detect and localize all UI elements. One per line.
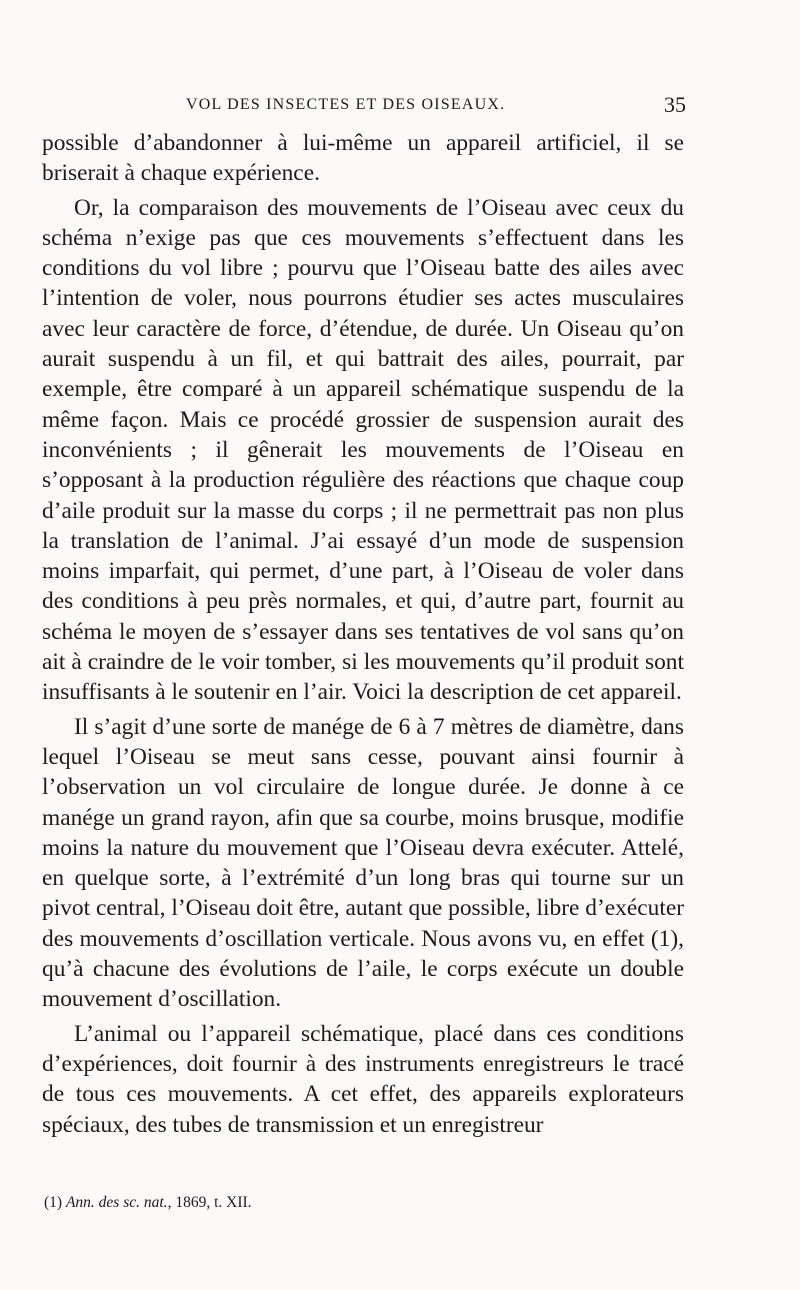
paragraph: L’animal ou l’appareil schématique, placé dans ces conditions d’expériences, doit fournir à des instruments enregistreurs le tracé de tous ces mouvements. A cet effet, des appareils explorateurs spéciaux, des tubes de transmission et un enregistreur (42, 1020, 684, 1138)
footnote-details: , 1869, t. XII. (167, 1194, 252, 1211)
paragraph: Il s’agit d’une sorte de manége de 6 à 7 mètres de diamètre, dans lequel l’Oiseau se meut sans cesse, pouvant ainsi fournir à l’observation un vol circulaire de longue durée. Je donne à ce manége un grand rayon, afin que sa courbe, moins brusque, modifie moins la nature du mouvement que l’Oiseau devra exécuter. Attelé, en quelque sorte, à l’extrémité d’un long bras qui tourne sur un pivot central, l’Oiseau doit être, autant que possible, libre d’exécuter des mouvements d’oscillation verticale. Nous avons vu, en effet (1), qu’à chacune des évolutions de l’aile, le corps exécute un double mouvement d’oscillation. (42, 713, 684, 1013)
running-header (186, 92, 686, 117)
footnote-marker: (1) (44, 1194, 63, 1211)
running-title: VOL DES INSECTES ET DES OISEAUX. (186, 96, 506, 113)
body-text (42, 128, 684, 1140)
paragraph: Or, la comparaison des mouvements de l’Oiseau avec ceux du schéma n’exige pas que ces mouvements s’effectuent dans les conditions du vol libre ; pourvu que l’Oiseau batte des ailes avec l’intention de voler, nous pourrons étudier ses actes musculaires avec leur caractère de force, d’étendue, de durée. Un Oiseau qu’on aurait suspendu à un fil, et qui battrait des ailes, pourrait, par exemple, être comparé à un appareil schématique suspendu de la même façon. Mais ce procédé grossier de suspension aurait des inconvénients ; il gênerait les mouvements de l’Oiseau en s’opposant à la production régulière des réactions que chaque coup d’aile produit sur la masse du corps ; il ne permettrait pas non plus la translation de l’animal. J’ai essayé d’un mode de suspension moins imparfait, qui permet, d’une part, à l’Oiseau de voler dans des conditions à peu près normales, et qui, d’autre part, fournit au schéma le moyen de s’essayer dans ses tentatives de vol sans qu’on ait à craindre de le voir tomber, si les mouvements qu’il produit sont insuffisants à le soutenir en l’air. Voici la description de cet appareil. (42, 194, 684, 706)
paragraph-continuation: possible d’abandonner à lui-même un appareil artificiel, il se briserait à chaque expérience. (42, 130, 684, 187)
footnote-source: Ann. des sc. nat. (65, 1194, 168, 1211)
footnote (44, 1194, 684, 1212)
page-number: 35 (664, 92, 686, 117)
